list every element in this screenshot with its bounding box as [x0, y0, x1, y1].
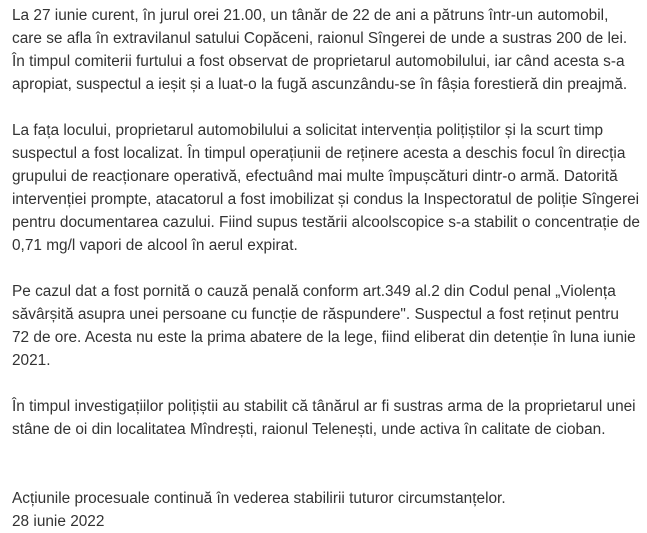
- publication-date: 28 iunie 2022: [12, 513, 105, 530]
- article-closing: [12, 487, 640, 533]
- article-paragraph-2: La fața locului, proprietarul automobilului a solicitat intervenția polițiștilor și la scurt timp suspectul a fost localizat. În timpul operațiunii de reținere acesta a deschis focul în direcția grupului de reacționare operativă, efectuând mai multe împușcături dintr-o armă. Datorită intervenției prompte, atacatorul a fost imobilizat și condus la Inspectoratul de poliție Sîngerei pentru documentarea cazului. Fiind supus testării alcoolscopice s-a stabilit o concentrație de 0,71 mg/l vapori de alcool în aerul expirat.: [12, 122, 640, 254]
- article-paragraph-1: La 27 iunie curent, în jurul orei 21.00, un tânăr de 22 de ani a pătruns într-un automobil, care se afla în extravilanul satului Copăceni, raionul Sîngerei de unde a sustras 200 de lei. În timpul comiterii furtului a fost observat de proprietarul automobilului, iar când acesta s-a apropiat, suspectul a ieșit și a luat-o la fugă ascunzându-se în fâșia forestieră din preajmă.: [12, 7, 628, 93]
- article-body: [12, 4, 640, 533]
- article-paragraph-3: Pe cazul dat a fost pornită o cauză penală conform art.349 al.2 din Codul penal „Violența săvârșită asupra unei persoane cu funcție de răspundere". Suspectul a fost reținut pentru 72 de ore. Acesta nu este la prima abatere de la lege, fiind eliberat din detenție în luna iunie 2021.: [12, 283, 636, 369]
- article-paragraph-4: În timpul investigațiilor polițiștii au stabilit că tânărul ar fi sustras arma de la proprietarul unei stâne de oi din localitatea Mîndrești, raionul Telenești, unde activa în calitate de cioban.: [12, 398, 636, 438]
- closing-statement: Acțiunile procesuale continuă în vederea stabilirii tuturor circumstanțelor.: [12, 490, 506, 507]
